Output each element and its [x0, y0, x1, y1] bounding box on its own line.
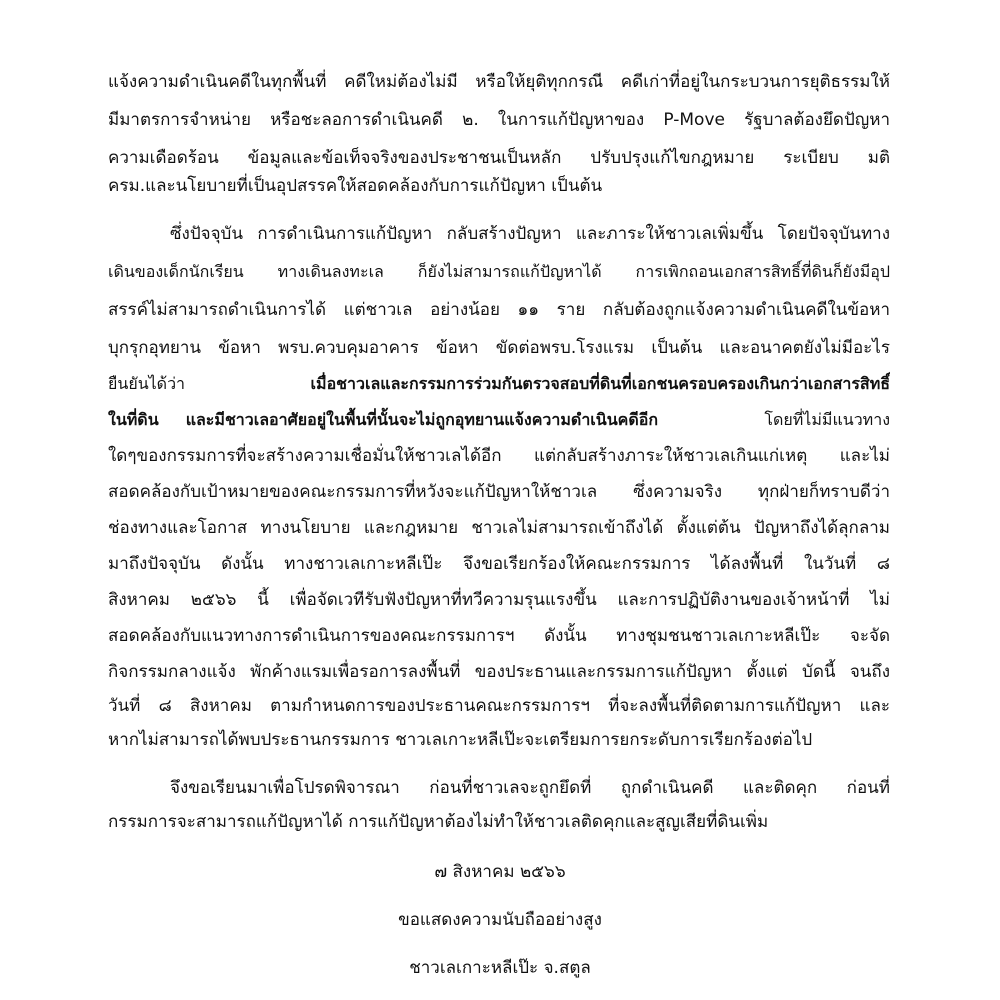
paragraph-3-line-1: จึงขอเรียนมาเพื่อโปรดพิจารณา ก่อนที่ชาวเลจะถูกยึดที่ ถูกดำเนินคดี และติดคุก ก่อนที่ [170, 778, 890, 798]
closing-salutation: ขอแสดงความนับถืออย่างสูง [398, 910, 602, 930]
paragraph-2-line-9: ช่องทางและโอกาส ทางนโยบาย และกฎหมาย ชาวเลไม่สามารถเข้าถึงได้ ตั้งแต่ต้น ปัญหาถึงได้ลุกลาม [108, 518, 890, 538]
paragraph-1-line-2: มีมาตรการจำหน่าย หรือชะลอการดำเนินคดี ๒. ในการแก้ปัญหาของ P-Move รัฐบาลต้องยึดปัญหา [108, 110, 890, 130]
paragraph-1-line-4: ครม.และนโยบายที่เป็นอุปสรรคให้สอดคล้องกับการแก้ปัญหา เป็นต้น [108, 176, 603, 196]
paragraph-2-line-4: บุกรุกอุทยาน ข้อหา พรบ.ควบคุมอาคาร ข้อหา ขัดต่อพรบ.โรงแรม เป็นต้น และอนาคตยังไม่มีอะไร [108, 338, 890, 358]
paragraph-2-line-5-bold: เมื่อชาวเลและกรรมการร่วมกันตรวจสอบที่ดินที่เอกชนครอบครองเกินกว่าเอกสารสิทธิ์ [310, 374, 890, 393]
paragraph-2-line-11: สิงหาคม ๒๕๖๖ นี้ เพื่อจัดเวทีรับฟังปัญหาที่ทวีความรุนแรงขึ้น และการปฏิบัติงานของเจ้าหน้าที่ ไม่ [108, 590, 890, 610]
paragraph-2-line-12: สอดคล้องกับแนวทางการดำเนินการของคณะกรรมการฯ ดังนั้น ทางชุมชนชาวเลเกาะหลีเป๊ะ จะจัด [108, 626, 890, 646]
paragraph-1-line-3: ความเดือดร้อน ข้อมูลและข้อเท็จจริงของประชาชนเป็นหลัก ปรับปรุงแก้ไขกฎหมาย ระเบียบ มติ [108, 148, 890, 168]
paragraph-3-line-2: กรรมการจะสามารถแก้ปัญหาได้ การแก้ปัญหาต้องไม่ทำให้ชาวเลติดคุกและสูญเสียที่ดินเพิ่ม [108, 812, 769, 832]
paragraph-2-line-6-bold: ในที่ดิน และมีชาวเลอาศัยอยู่ในพื้นที่นั้นจะไม่ถูกอุทยานแจ้งความดำเนินคดีอีก [108, 410, 659, 429]
closing-signature: ชาวเลเกาะหลีเป๊ะ จ.สตูล [409, 958, 591, 978]
paragraph-2-line-14: วันที่ ๘ สิงหาคม ตามกำหนดการของประธานคณะกรรมการฯ ที่จะลงพื้นที่ติดตามการแก้ปัญหา และ [108, 696, 890, 716]
paragraph-2-line-5-normal: ยืนยันได้ว่า [108, 374, 186, 393]
paragraph-2-line-7: ใดๆของกรรมการที่จะสร้างความเชื่อมั่นให้ชาวเลได้อีก แต่กลับสร้างภาระให้ชาวเลเกินแก่เหตุ และไม่ [108, 446, 890, 466]
paragraph-2-line-6-normal: โดยที่ไม่มีแนวทาง [764, 410, 890, 429]
paragraph-2-line-3: สรรค์ไม่สามารถดำเนินการได้ แต่ชาวเล อย่างน้อย ๑๑ ราย กลับต้องถูกแจ้งความดำเนินคดีในข้อหา [108, 300, 890, 320]
paragraph-2-line-15: หากไม่สามารถได้พบประธานกรรมการ ชาวเลเกาะหลีเป๊ะจะเตรียมการยกระดับการเรียกร้องต่อไป [108, 730, 813, 750]
paragraph-2-line-5 [108, 364, 890, 404]
paragraph-1-line-1: แจ้งความดำเนินคดีในทุกพื้นที่ คดีใหม่ต้องไม่มี หรือให้ยุติทุกกรณี คดีเก่าที่อยู่ในกระบวนการยุติธรรมให้ [108, 72, 890, 92]
paragraph-2-line-10: มาถึงปัจจุบัน ดังนั้น ทางชาวเลเกาะหลีเป๊ะ จึงขอเรียกร้องให้คณะกรรมการ ได้ลงพื้นที่ ในวันที่ ๘ [108, 554, 890, 574]
closing-date: ๗ สิงหาคม ๒๕๖๖ [434, 862, 566, 882]
paragraph-2-line-1: ซึ่งปัจจุบัน การดำเนินการแก้ปัญหา กลับสร้างปัญหา และภาระให้ชาวเลเพิ่มขึ้น โดยปัจจุบันทาง [170, 224, 890, 244]
paragraph-2-line-8: สอดคล้องกับเป้าหมายของคณะกรรมการที่หวังจะแก้ปัญหาให้ชาวเล ซึ่งความจริง ทุกฝ่ายก็ทราบดีว่า [108, 482, 890, 502]
paragraph-2-line-13: กิจกรรมกลางแจ้ง พักค้างแรมเพื่อรอการลงพื้นที่ ของประธานและกรรมการแก้ปัญหา ตั้งแต่ บัดนี้ จนถึง [108, 662, 890, 682]
paragraph-2-line-6 [108, 400, 890, 440]
paragraph-2-line-2: เดินของเด็กนักเรียน ทางเดินลงทะเล ก็ยังไม่สามารถแก้ปัญหาได้ การเพิกถอนเอกสารสิทธิ์ที่ดินก็ยังมีอุป [108, 262, 890, 281]
